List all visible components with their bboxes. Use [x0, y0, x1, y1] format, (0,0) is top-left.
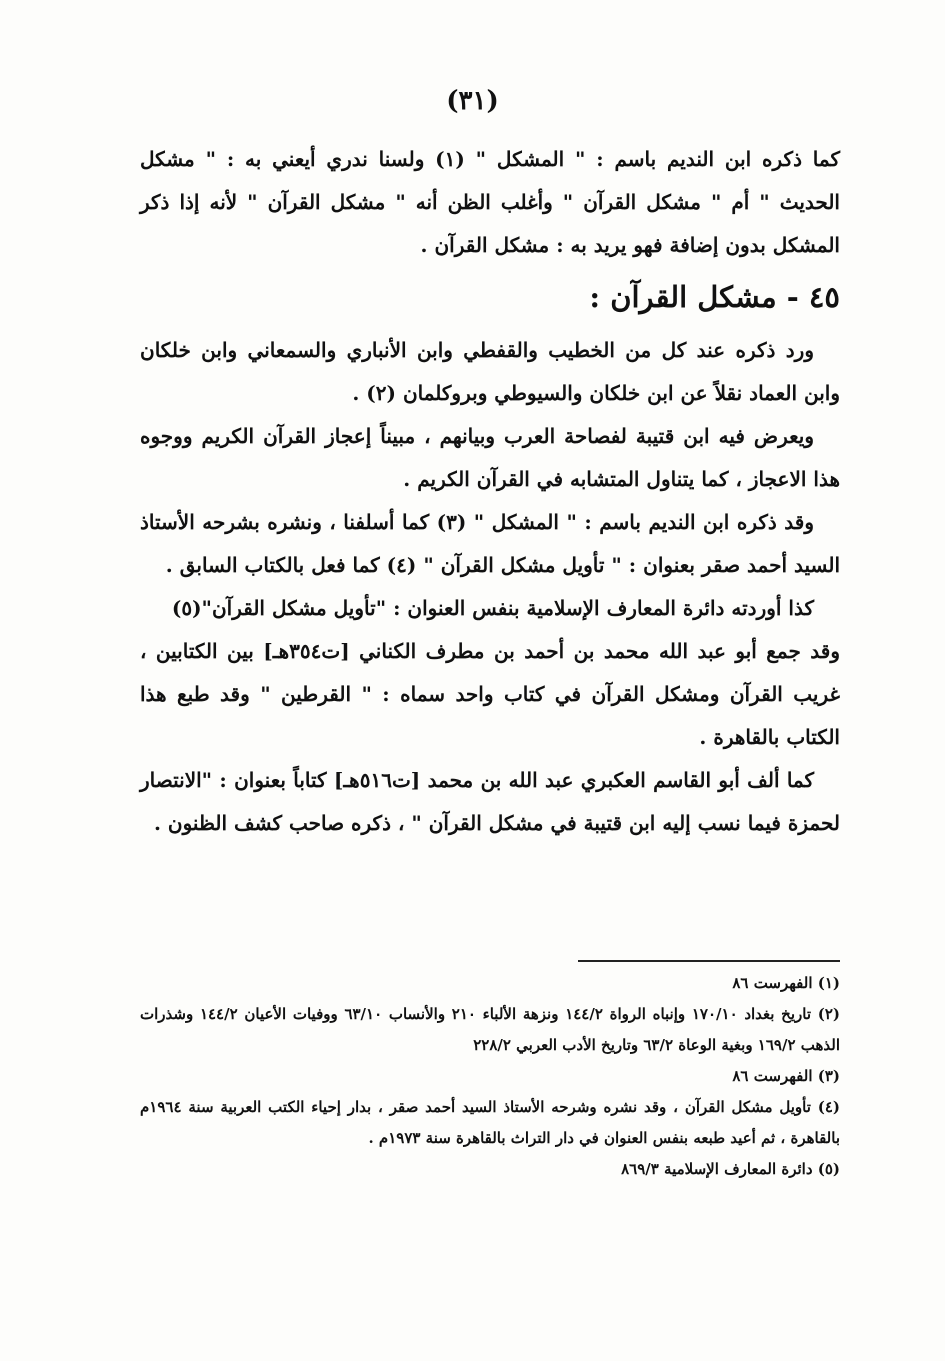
paragraph: ورد ذكره عند كل من الخطيب والقفطي وابن الأنباري والسمعاني وابن خلكان وابن العماد نقلاً عن ابن خلكان والسيوطي وبروكلمان (٢) . — [140, 338, 840, 405]
section-heading: ٤٥ - مشكل القرآن : — [589, 280, 840, 314]
footnotes — [140, 968, 840, 1185]
footnote: (٤) تأويل مشكل القرآن ، وقد نشره وشرحه الأستاذ السيد أحمد صقر ، بدار إحياء الكتب العربية سنة ١٩٦٤م بالقاهرة ، ثم أعيد طبعه بنفس العنوان في دار التراث بالقاهرة سنة ١٩٧٣م . — [140, 1098, 840, 1147]
main-text — [140, 138, 840, 845]
footnote: (٣) الفهرست ٨٦ — [732, 1067, 840, 1085]
paragraph: وقد ذكره ابن النديم باسم : " المشكل " (٣) كما أسلفنا ، ونشره بشرحه الأستاذ السيد أحمد صقر بعنوان : " تأويل مشكل القرآن " (٤) كما فعل بالكتاب السابق . — [140, 510, 840, 577]
footnote: (٥) دائرة المعارف الإسلامية ٨٦٩/٣ — [621, 1160, 840, 1178]
footnote: (١) الفهرست ٨٦ — [732, 974, 840, 992]
footnote-divider — [578, 960, 840, 962]
paragraph: كما ألف أبو القاسم العكبري عبد الله بن محمد [ت٥١٦هـ] كتاباً بعنوان : "الانتصار لحمزة فيما نسب إليه ابن قتيبة في مشكل القرآن " ، ذكره صاحب كشف الظنون . — [140, 768, 840, 835]
paragraph: كذا أوردته دائرة المعارف الإسلامية بنفس العنوان : "تأويل مشكل القرآن"(٥) — [171, 596, 814, 620]
paragraph: ويعرض فيه ابن قتيبة لفصاحة العرب وبيانهم ، مبيناً إعجاز القرآن الكريم ووجوه هذا الاعجاز ، كما يتناول المتشابه في القرآن الكريم . — [140, 424, 840, 491]
paragraph: كما ذكره ابن النديم باسم : " المشكل " (١) ولسنا ندري أيعني به : " مشكل الحديث " أم " مشكل القرآن " وأغلب الظن أنه " مشكل القرآن " لأنه إذا ذكر المشكل بدون إضافة فهو يريد به : مشكل القرآن . — [140, 147, 840, 257]
footnote: (٢) تاريخ بغداد ١٧٠/١٠ وإنباه الرواة ١٤٤/٢ ونزهة الألباء ٢١٠ والأنساب ٦٣/١٠ ووفيات الأعيان ١٤٤/٢ وشذرات الذهب ١٦٩/٢ وبغية الوعاة ٦٣/٢ وتاريخ الأدب العربي ٢٢٨/٢ — [140, 1005, 840, 1054]
paragraph: وقد جمع أبو عبد الله محمد بن أحمد بن مطرف الكناني [ت٣٥٤هـ] بين الكتابين ، غريب القرآن ومشكل القرآن في كتاب واحد سماه : " القرطين " وقد طبع هذا الكتاب بالقاهرة . — [140, 639, 840, 749]
page-number: (٣١) — [446, 86, 499, 116]
